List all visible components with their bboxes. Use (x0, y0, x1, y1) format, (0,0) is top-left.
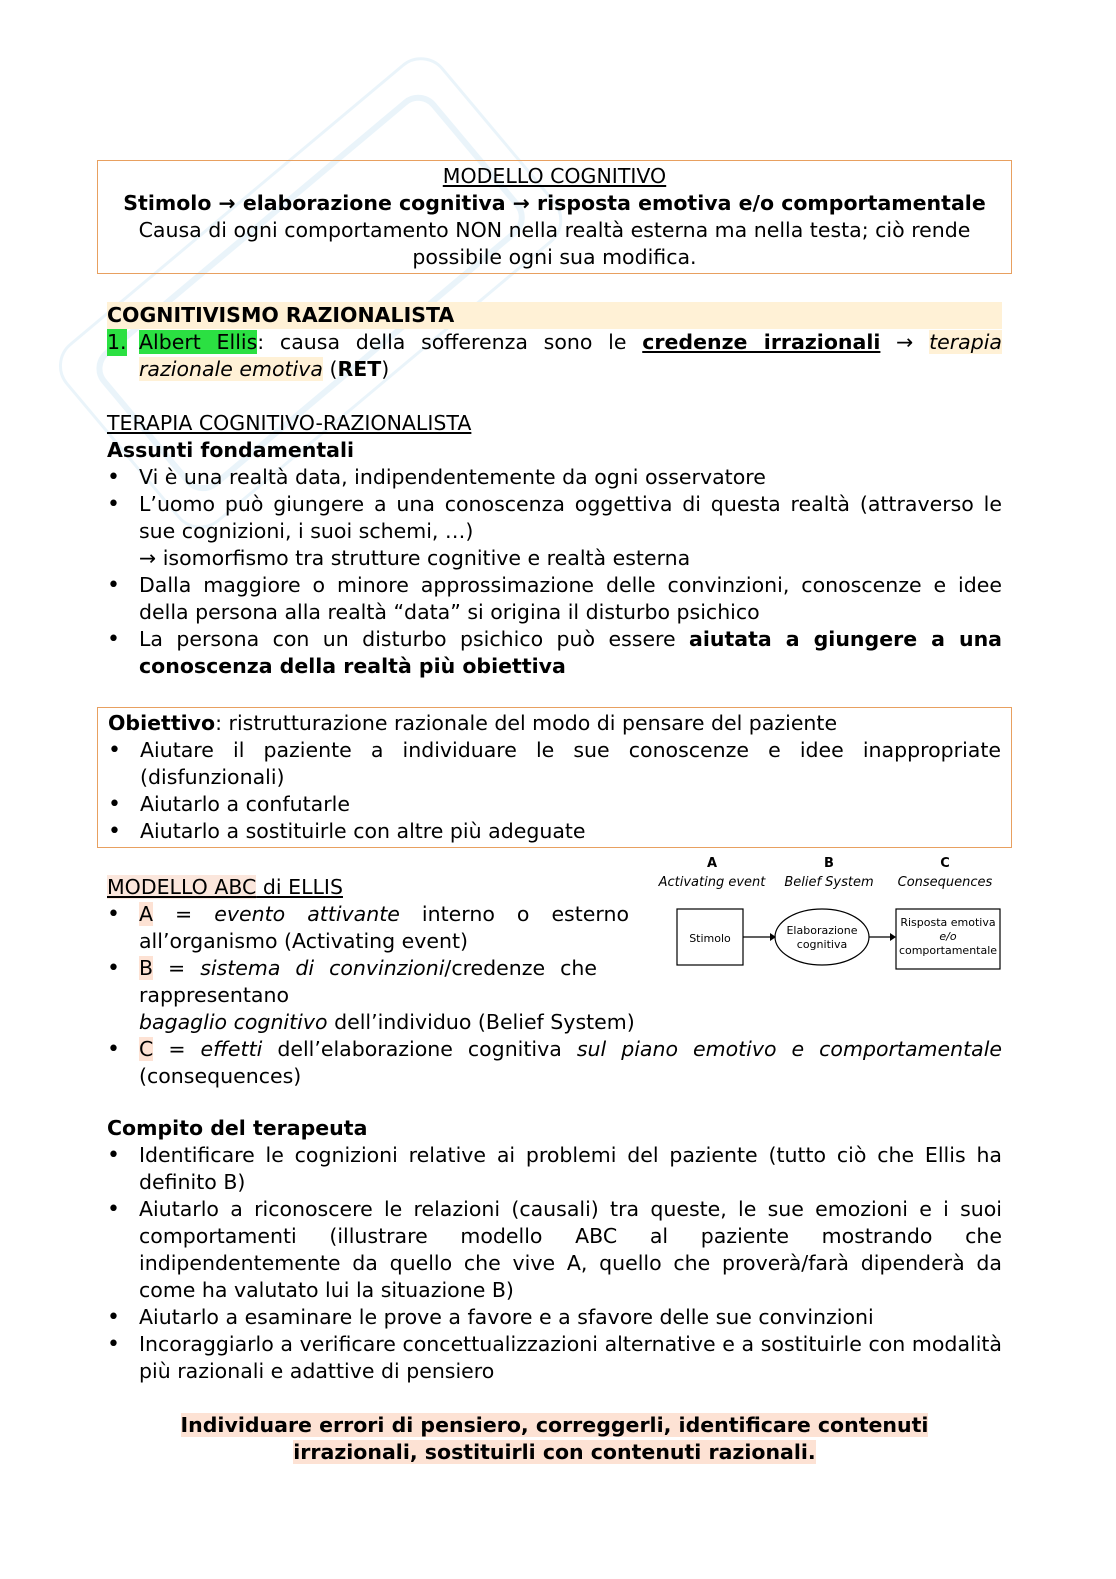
obiettivo-list (108, 737, 1001, 845)
diagram-c-label: Consequences (897, 875, 993, 890)
obiettivo-line: Obiettivo: ristrutturazione razionale del modo di pensare del paziente (108, 711, 838, 735)
cogn-bold: credenze irrazionali (642, 330, 881, 354)
list-item: • Aiutarlo a confutarle (108, 791, 1001, 818)
diagram-box1-text: Stimolo (689, 932, 731, 945)
diagram-box3a: Risposta emotiva (900, 916, 996, 929)
cogn-arrow: → (880, 330, 930, 354)
list-item: • B = sistema di convinzioni/credenze che rappresentano bagaglio cognitivo dell’individuo (Belief System) (107, 955, 1002, 1036)
cogn-num: 1. (107, 330, 127, 354)
list-item: • Dalla maggiore o minore approssimazione delle convinzioni, conoscenze e idee della persona alla realtà “data” si origina il disturbo psichico (107, 572, 1002, 626)
modello-box (97, 160, 1012, 274)
list-item: • L’uomo può giungere a una conoscenza oggettiva di questa realtà (attraverso le sue cognizioni, i suoi schemi, …) → isomorfismo tra strutture cognitive e realtà esterna (107, 491, 1002, 572)
document-page (107, 160, 1002, 1466)
modello-title: MODELLO COGNITIVO (442, 164, 667, 188)
list-item: • Aiutarlo a esaminare le prove a favore e a sfavore delle sue convinzioni (107, 1304, 1002, 1331)
diagram-a-label: Activating event (658, 875, 766, 890)
final-statement (107, 1412, 1002, 1466)
list-item: • A = evento attivante interno o esterno all’organismo (Activating event) (107, 901, 629, 955)
compito-title: Compito del terapeuta (107, 1116, 368, 1140)
cogn-heading: COGNITIVISMO RAZIONALISTA (107, 302, 1002, 329)
cogn-text1: : causa della sofferenza sono le (257, 330, 643, 354)
diagram-ell1: Elaborazione (786, 924, 858, 937)
list-item: • Aiutarlo a riconoscere le relazioni (causali) tra queste, le sue emozioni e i suoi comportamenti (illustrare modello ABC al paziente mostrando che indipendentemente da quello che vive A, quello che proverà/farà dipenderà da come ha valutato lui la situazione B) (107, 1196, 1002, 1304)
terapia-subtitle: Assunti fondamentali (107, 438, 355, 462)
abc-section (107, 856, 1003, 1090)
abc-title: MODELLO ABC di ELLIS (107, 875, 343, 899)
list-item: • Aiutare il paziente a individuare le sue conoscenze e idee inappropriate (disfunzionali) (108, 737, 1001, 791)
terapia-list (107, 464, 1002, 680)
diagram-a: A (706, 856, 718, 871)
diagram-c: C (940, 856, 950, 871)
list-item: • Aiutarlo a sostituirle con altre più adeguate (108, 818, 1001, 845)
modello-flow: Stimolo → elaborazione cognitiva → risposta emotiva e/o comportamentale (123, 191, 986, 215)
obiettivo-box (97, 707, 1012, 848)
list-item: • Identificare le cognizioni relative ai problemi del paziente (tutto ciò che Ellis ha definito B) (107, 1142, 1002, 1196)
cogn-item (107, 329, 1002, 383)
list-item: • Incoraggiarlo a verificare concettualizzazioni alternative e a sostituirle con modalità più razionali e adattive di pensiero (107, 1331, 1002, 1385)
cogn-ital: terapia razionale emotiva (139, 330, 1002, 381)
diagram-box3b: e/o (939, 930, 957, 943)
terapia-title: TERAPIA COGNITIVO-RAZIONALISTA (107, 411, 472, 435)
final-line2: irrazionali, sostituirli con contenuti razionali. (293, 1440, 816, 1464)
modello-desc: Causa di ogni comportamento NON nella realtà esterna ma nella testa; ciò rende possibile ogni sua modifica. (138, 218, 971, 269)
cogn-name: Albert Ellis (139, 330, 258, 354)
final-line1: Individuare errori di pensiero, correggerli, identificare contenuti (180, 1413, 929, 1437)
abc-b-ital2: bagaglio cognitivo (139, 1010, 328, 1034)
cogn-ret: RET (337, 357, 382, 381)
compito-list (107, 1142, 1002, 1385)
diagram-b: B (824, 856, 834, 871)
cogn-text3: ) (381, 357, 390, 381)
list-item: • C = effetti dell’elaborazione cognitiva sul piano emotivo e comportamentale (consequences) (107, 1036, 1002, 1090)
cogn-text2: ( (322, 357, 338, 381)
list-item: • La persona con un disturbo psichico può essere aiutata a giungere a una conoscenza della realtà più obiettiva (107, 626, 1002, 680)
diagram-b-label: Belief System (784, 875, 874, 890)
abc-b-text2: dell’individuo (Belief System) (327, 1010, 635, 1034)
list-item: • Vi è una realtà data, indipendentemente da ogni osservatore (107, 464, 1002, 491)
diagram-ell2: cognitiva (796, 938, 848, 951)
diagram-box3c: comportamentale (898, 944, 998, 957)
